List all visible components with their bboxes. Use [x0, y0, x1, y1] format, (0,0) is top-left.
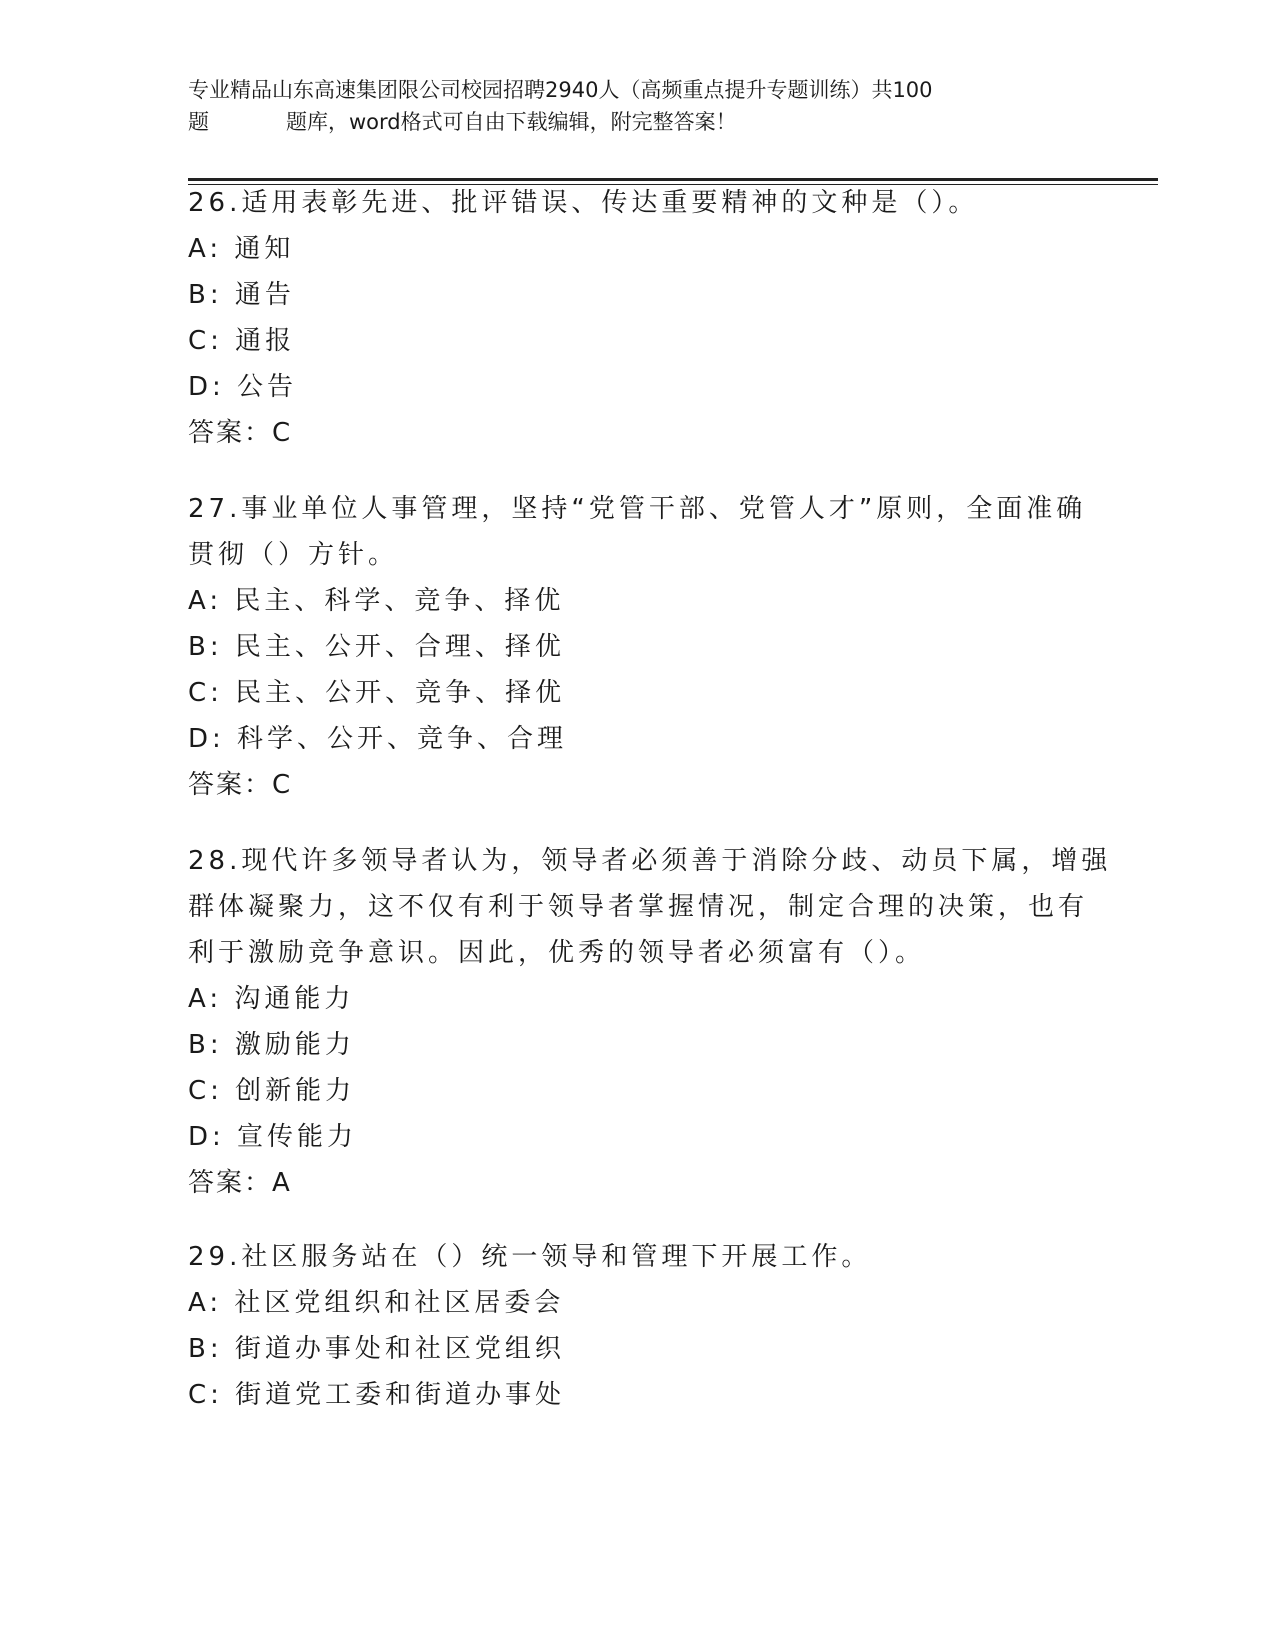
- option-c: C: 通报: [188, 326, 296, 356]
- header-subtitle-left: 题: [188, 110, 209, 134]
- question-stem: 26.适用表彰先进、批评错误、传达重要精神的文种是（）。: [188, 188, 979, 218]
- question-stem: 29.社区服务站在（）统一领导和管理下开展工作。: [188, 1242, 872, 1272]
- option-b: B: 民主、公开、合理、择优: [188, 632, 565, 662]
- answer-line: 答案：A: [188, 1168, 292, 1198]
- header-title-line: 专业精品山东高速集团限公司校园招聘2940人（高频重点提升专题训练）共100: [188, 78, 933, 102]
- question-stem: 贯彻（）方针。: [188, 540, 399, 570]
- question-27: [188, 486, 1088, 808]
- question-stem: 27.事业单位人事管理，坚持“党管干部、党管人才”原则，全面准确: [188, 494, 1087, 524]
- question-28: [188, 838, 1112, 1206]
- question-stem: 28.现代许多领导者认为，领导者必须善于消除分歧、动员下属，增强: [188, 846, 1112, 876]
- question-stem: 群体凝聚力，这不仅有利于领导者掌握情况，制定合理的决策，也有: [188, 892, 1089, 922]
- option-d: D: 宣传能力: [188, 1122, 358, 1152]
- option-b: B: 通告: [188, 280, 295, 310]
- question-stem: 利于激励竞争意识。因此，优秀的领导者必须富有（）。: [188, 938, 926, 968]
- option-b: B: 激励能力: [188, 1030, 355, 1060]
- option-a: A: 通知: [188, 234, 295, 264]
- option-b: B: 街道办事处和社区党组织: [188, 1334, 565, 1364]
- option-c: C: 创新能力: [188, 1076, 356, 1106]
- option-a: A: 沟通能力: [188, 984, 355, 1014]
- question-26: [188, 180, 1088, 456]
- option-d: D: 科学、公开、竞争、合理: [188, 724, 568, 754]
- option-d: D: 公告: [188, 372, 298, 402]
- option-c: C: 街道党工委和街道办事处: [188, 1380, 566, 1410]
- answer-line: 答案：C: [188, 418, 293, 448]
- document-header: [188, 74, 1088, 138]
- question-29: [188, 1234, 1088, 1418]
- option-c: C: 民主、公开、竞争、择优: [188, 678, 566, 708]
- option-a: A: 民主、科学、竞争、择优: [188, 586, 565, 616]
- header-subtitle-right: 题库，word格式可自由下载编辑，附完整答案！: [286, 110, 737, 134]
- header-subtitle-line: [188, 106, 1088, 138]
- answer-line: 答案：C: [188, 770, 293, 800]
- option-a: A: 社区党组织和社区居委会: [188, 1288, 565, 1318]
